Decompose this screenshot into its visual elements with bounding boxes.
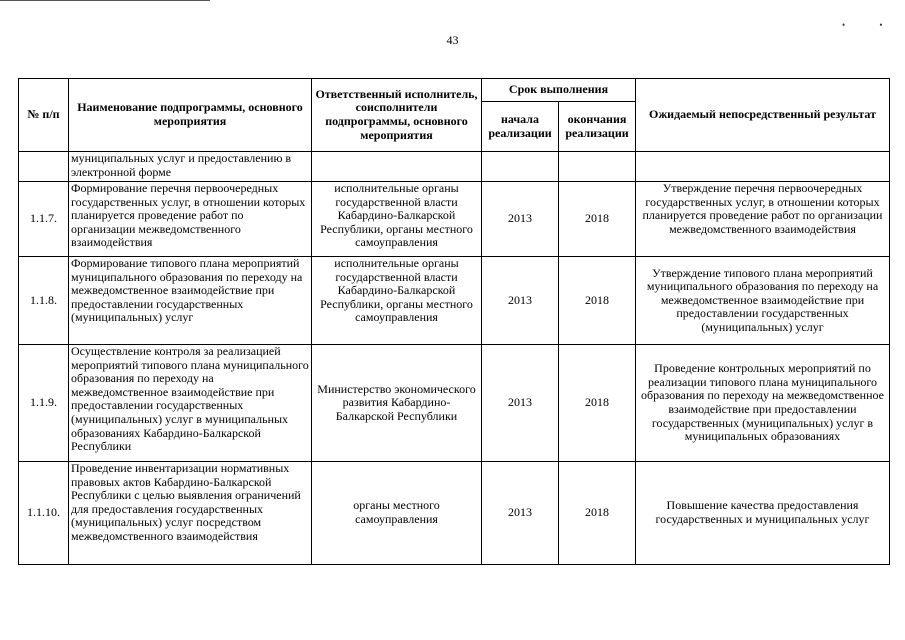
program-measures-table [18,78,890,565]
header-term: Срок выполнения [482,79,636,102]
cell-start [482,152,559,182]
cell-name: муниципальных услуг и предоставлению в электронной форме [69,152,312,182]
cell-num: 1.1.10. [19,462,69,565]
header-name: Наименование подпрограммы, основного мероприятия [69,79,312,152]
cell-result: Повышение качества предоставления государственных и муниципальных услуг [636,462,890,565]
cell-executor: Министерство экономического развития Кабардино-Балкарской Республики [312,345,482,462]
cell-result [636,152,890,182]
header-result: Ожидаемый непосредственный результат [636,79,890,152]
cell-end: 2018 [559,462,636,565]
scan-top-rule [0,0,210,3]
cell-end: 2018 [559,182,636,257]
cell-result: Проведение контрольных мероприятий по реализации типового плана муниципального образования по переходу на межведомственное взаимодействие при предоставлении государственных (муниципальных) услуг в муниципальных образованиях [636,345,890,462]
cell-name: Формирование перечня первоочередных государственных услуг, в отношении которых планируется проведение работ по организации межведомственного взаимодействия [69,182,312,257]
cell-end [559,152,636,182]
cell-num: 1.1.9. [19,345,69,462]
cell-end: 2018 [559,257,636,345]
cell-start: 2013 [482,182,559,257]
table-row [19,182,890,257]
table-row [19,257,890,345]
cell-result: Утверждение перечня первоочередных государственных услуг, в отношении которых планируется проведение работ по организации межведомственного взаимодействия [636,182,890,257]
cell-start: 2013 [482,462,559,565]
header-num: № п/п [19,79,69,152]
table-row [19,462,890,565]
cell-executor: исполнительные органы государственной власти Кабардино-Балкарской Республики, органы местного самоуправления [312,257,482,345]
cell-result: Утверждение типового плана мероприятий муниципального образования по переходу на межведомственное взаимодействие при предоставлении государственных (муниципальных) услуг [636,257,890,345]
cell-executor: органы местного самоуправления [312,462,482,565]
cell-executor [312,152,482,182]
cell-num: 1.1.8. [19,257,69,345]
header-executor: Ответственный исполнитель, соисполнители подпрограммы, основного мероприятия [312,79,482,152]
page-number: 43 [446,33,459,47]
cell-name: Проведение инвентаризации нормативных правовых актов Кабардино-Балкарской Республики с целью выявления ограничений для предоставления государственных (муниципальных) услуг посредством межведомственного взаимодействия [69,462,312,565]
header-end: окончания реализации [559,102,636,152]
header-start: начала реализации [482,102,559,152]
cell-start: 2013 [482,345,559,462]
table-row-continuation [19,152,890,182]
cell-end: 2018 [559,345,636,462]
cell-executor: исполнительные органы государственной власти Кабардино-Балкарской Республики, органы местного самоуправления [312,182,482,257]
table-row [19,345,890,462]
cell-num: 1.1.7. [19,182,69,257]
corner-marks: • • [842,20,899,30]
cell-name: Осуществление контроля за реализацией мероприятий типового плана муниципального образования по переходу на межведомственное взаимодействие при предоставлении государственных (муниципальных) услуг в муниципальных образованиях Кабардино-Балкарской Республики [69,345,312,462]
cell-start: 2013 [482,257,559,345]
cell-name: Формирование типового плана мероприятий муниципального образования по переходу на межведомственное взаимодействие при предоставлении государственных (муниципальных) услуг [69,257,312,345]
cell-num [19,152,69,182]
